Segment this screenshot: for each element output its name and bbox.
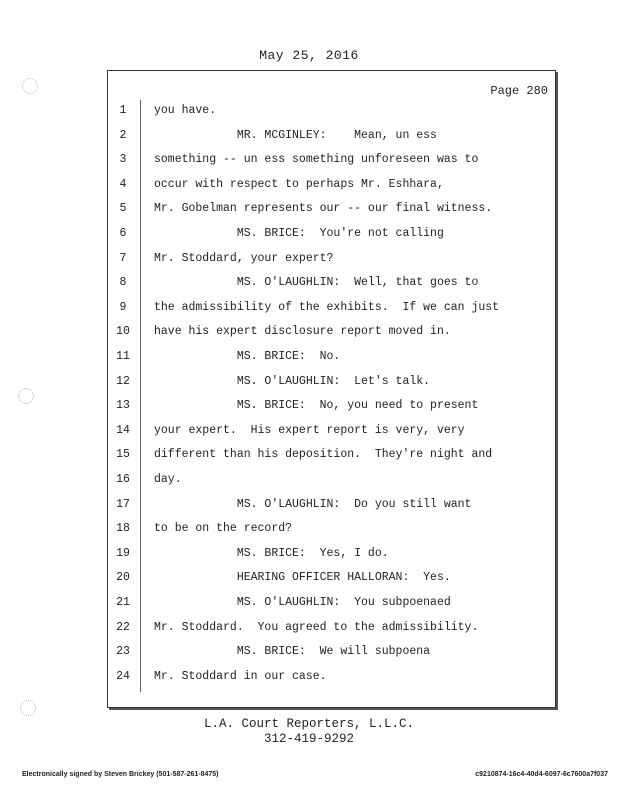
transcript-line — [0, 375, 618, 395]
line-text: have his expert disclosure report moved in. — [154, 325, 451, 339]
transcript-line — [0, 325, 618, 345]
line-text: MS. BRICE: No. — [154, 350, 341, 363]
transcript-line — [0, 178, 618, 198]
line-text: Mr. Stoddard, your expert? — [154, 251, 334, 265]
line-text: MS. O'LAUGHLIN: You subpoenaed — [154, 596, 451, 609]
transcript-line — [0, 498, 618, 518]
line-text: MS. O'LAUGHLIN: Do you still want — [154, 497, 472, 511]
transcript-line — [0, 473, 618, 493]
line-text: to be on the record? — [154, 522, 293, 536]
line-text: MS. O'LAUGHLIN: Let's talk. — [154, 374, 431, 388]
transcript-line — [0, 202, 618, 222]
transcript-line — [0, 227, 618, 247]
line-number: 8 — [119, 276, 127, 290]
line-text: Mr. Gobelman represents our -- our final witness. — [154, 202, 493, 216]
line-number: 3 — [119, 153, 127, 167]
footer — [0, 717, 618, 747]
line-number: 19 — [116, 546, 130, 560]
page-number: Page 280 — [490, 84, 548, 98]
line-text: Mr. Stoddard in our case. — [154, 669, 327, 683]
line-text: something -- un ess something unforeseen was to — [154, 153, 479, 167]
line-number: 20 — [116, 571, 130, 585]
line-text: HEARING OFFICER HALLORAN: Yes. — [154, 571, 451, 585]
line-text: your expert. His expert report is very, very — [154, 423, 465, 437]
transcript-line — [0, 350, 618, 370]
line-text: you have. — [154, 104, 217, 117]
line-text: different than his deposition. They're night and — [154, 448, 493, 462]
line-number: 16 — [116, 473, 130, 486]
line-number: 11 — [116, 350, 130, 363]
line-text: MS. BRICE: We will subpoena — [154, 645, 431, 659]
transcript-line — [0, 670, 618, 690]
transcript-line — [0, 153, 618, 173]
transcript-line — [0, 547, 618, 567]
line-text: Mr. Stoddard. You agreed to the admissibility. — [154, 620, 479, 634]
punch-hole-mark — [18, 388, 34, 404]
transcript-line — [0, 399, 618, 419]
line-number: 10 — [116, 325, 130, 339]
line-number: 7 — [119, 251, 127, 265]
line-text: the admissibility of the exhibits. If we can just — [154, 300, 500, 314]
line-number: 14 — [116, 423, 130, 437]
court-reporter-name: L.A. Court Reporters, L.L.C. — [203, 717, 415, 731]
line-text: MS. BRICE: Yes, I do. — [154, 546, 389, 560]
transcript-line — [0, 104, 618, 124]
line-number: 15 — [116, 448, 130, 462]
line-text: MS. O'LAUGHLIN: Well, that goes to — [154, 276, 479, 290]
line-text: MS. BRICE: No, you need to present — [154, 399, 479, 413]
line-text: occur with respect to perhaps Mr. Eshhara, — [154, 177, 444, 191]
punch-hole-mark — [20, 700, 36, 716]
transcript-line — [0, 252, 618, 272]
transcript-line — [0, 571, 618, 591]
line-text: day. — [154, 473, 182, 486]
line-number: 6 — [119, 227, 127, 240]
punch-hole-mark — [22, 78, 38, 94]
line-number: 9 — [119, 300, 127, 314]
line-number: 17 — [116, 497, 130, 511]
transcript-line — [0, 645, 618, 665]
line-number: 2 — [119, 128, 127, 142]
line-number: 13 — [116, 399, 130, 413]
transcript-line — [0, 621, 618, 641]
line-number: 22 — [116, 620, 130, 634]
transcript-line — [0, 276, 618, 296]
court-reporter-phone: 312-419-9292 — [263, 732, 354, 746]
line-number: 4 — [119, 177, 127, 191]
document-hash: c9210874-16c4-40d4-6097-6c7600a7f037 — [475, 771, 608, 778]
document-date: May 25, 2016 — [259, 48, 359, 63]
line-text: MR. MCGINLEY: Mean, un ess — [154, 128, 437, 142]
transcript-line — [0, 448, 618, 468]
line-number: 24 — [116, 669, 130, 683]
line-number: 5 — [119, 202, 127, 216]
transcript-line — [0, 522, 618, 542]
transcript-line — [0, 301, 618, 321]
line-number: 18 — [116, 522, 130, 536]
transcript-line — [0, 424, 618, 444]
line-number: 1 — [119, 104, 127, 117]
transcript-line — [0, 129, 618, 149]
line-number: 12 — [116, 374, 130, 388]
line-number: 21 — [116, 596, 130, 609]
line-text: MS. BRICE: You're not calling — [154, 227, 444, 240]
line-number: 23 — [116, 645, 130, 659]
transcript-line — [0, 596, 618, 616]
electronic-signature: Electronically signed by Steven Brickey (501-587-261-8475) — [22, 771, 219, 778]
